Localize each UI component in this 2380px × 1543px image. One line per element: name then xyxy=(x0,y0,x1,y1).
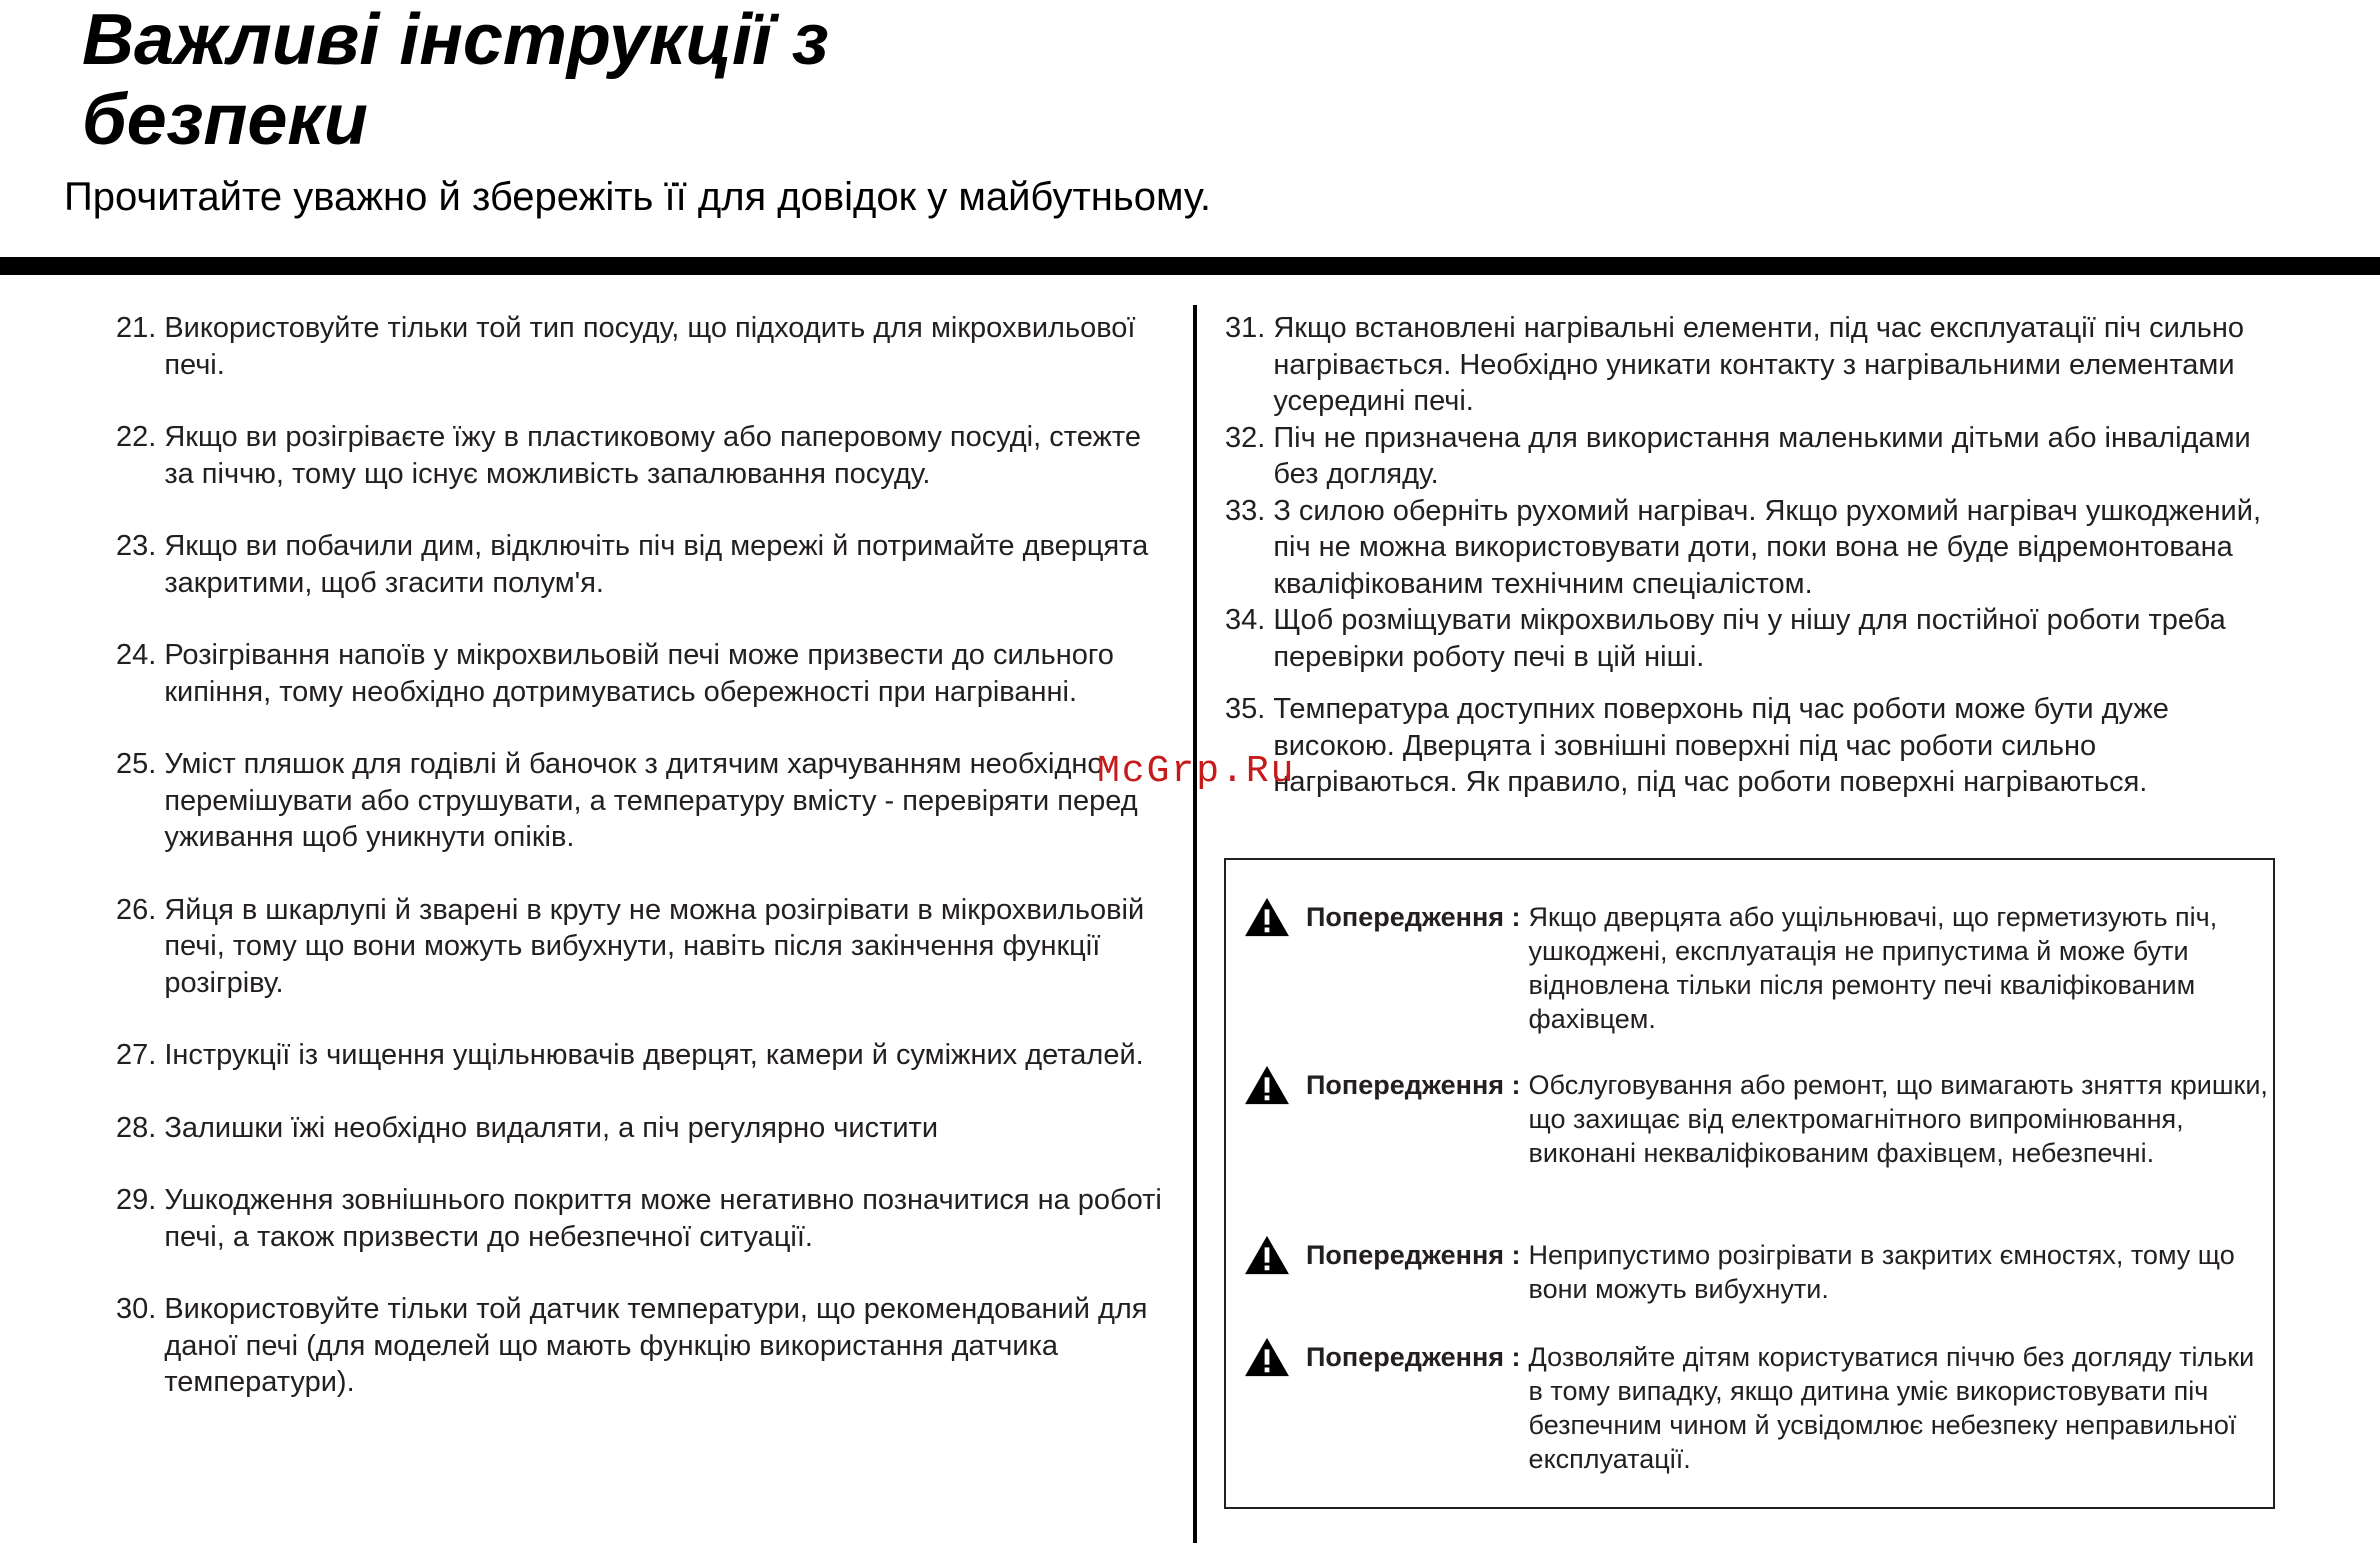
item-text: Якщо ви побачили дим, відключіть піч від мережі й потримайте дверцята закритими, щоб згасити полум'я. xyxy=(164,530,1149,599)
item-number: 29. xyxy=(116,1184,157,1216)
instruction-item xyxy=(116,528,1176,601)
instruction-item xyxy=(1225,420,2285,493)
instruction-item xyxy=(116,310,1176,383)
item-number: 26. xyxy=(116,893,157,926)
warning-triangle-icon xyxy=(1242,1064,1292,1106)
item-number: 33. xyxy=(1225,494,1266,527)
item-text: Якщо ви розігріваєте їжу в пластиковому або паперовому посуді, стежте за піччю, тому що існує можливість запалювання посуду. xyxy=(164,421,1141,490)
item-text: Ушкодження зовнішнього покриття може негативно позначитися на роботі печі, а також призвести до небезпечної ситуації. xyxy=(164,1184,1162,1253)
warnings-box xyxy=(1224,858,2275,1509)
watermark: McGrp.Ru xyxy=(1097,750,1296,793)
warning-label: Попередження : xyxy=(1306,1342,1521,1372)
warning-item xyxy=(1242,900,2272,1036)
warning-text: Дозволяйте дітям користуватися піччю без догляду тільки в тому випадку, якщо дитина уміє використовувати піч безпечним чином й усвідомлює небезпеку неправильної експлуатації. xyxy=(1528,1342,2255,1474)
item-number: 28. xyxy=(116,1111,157,1144)
left-column xyxy=(116,310,1176,1437)
item-number: 30. xyxy=(116,1293,157,1325)
item-text: Використовуйте тільки той тип посуду, що підходить для мікрохвильової печі. xyxy=(164,312,1136,381)
warning-label: Попередження : xyxy=(1306,1070,1521,1100)
page-title xyxy=(82,0,1182,160)
warning-label: Попередження : xyxy=(1306,1240,1521,1270)
item-number: 21. xyxy=(116,312,157,344)
item-number: 31. xyxy=(1225,312,1266,344)
item-number: 24. xyxy=(116,639,157,671)
item-text: Розігрівання напоїв у мікрохвильовій печі може призвести до сильного кипіння, тому необхідно дотримуватись обережності при нагріванні. xyxy=(164,639,1114,708)
instruction-item xyxy=(116,419,1176,492)
instruction-item xyxy=(1225,602,2285,675)
item-text: Інструкції із чищення ущільнювачів дверцят, камери й суміжних деталей. xyxy=(164,1039,1144,1071)
warning-item xyxy=(1242,1068,2272,1170)
item-text: Яйця в шкарлупі й зварені в круту не можна розігрівати в мікрохвильовій печі, тому що вони можуть вибухнути, навіть після закінчення функції розігріву. xyxy=(164,893,1145,999)
instruction-item xyxy=(116,1037,1176,1074)
instruction-item xyxy=(1225,493,2285,603)
instruction-item xyxy=(116,1291,1176,1401)
item-text: Уміст пляшок для годівлі й баночок з дитячим харчуванням необхідно перемішувати або струшувати, а температуру вмісту - перевіряти перед уживання щоб уникнути опіків. xyxy=(164,748,1138,853)
item-text: Температура доступних поверхонь під час роботи може бути дуже високою. Дверцята і зовнішні поверхні під час роботи сильно нагріваються. Як правило, під час роботи поверхні нагріваються. xyxy=(1273,693,2169,798)
page-title-line-1: Важливі інструкції з xyxy=(82,0,829,80)
item-number: 27. xyxy=(116,1039,157,1071)
instruction-item xyxy=(116,892,1176,1002)
warning-triangle-icon xyxy=(1242,1336,1292,1378)
item-text: Піч не призначена для використання маленькими дітьми або інвалідами без догляду. xyxy=(1273,421,2251,490)
item-number: 34. xyxy=(1225,604,1266,636)
warning-item xyxy=(1242,1238,2272,1306)
page-title-line-2: безпеки xyxy=(82,80,368,160)
instruction-item xyxy=(1225,691,2285,801)
instruction-item xyxy=(116,746,1176,856)
item-text: Якщо встановлені нагрівальні елементи, під час експлуатації піч сильно нагрівається. Необхідно уникати контакту з нагрівальними елементами усередині печі. xyxy=(1273,312,2245,417)
item-number: 32. xyxy=(1225,421,1266,454)
instruction-item xyxy=(116,1110,1176,1147)
item-text: Використовуйте тільки той датчик температури, що рекомендований для даної печі (для моделей що мають функцію використання датчика температури). xyxy=(164,1293,1148,1398)
header-rule xyxy=(0,257,2380,275)
warning-text: Обслуговування або ремонт, що вимагають зняття кришки, що захищає від електромагнітного випромінювання, виконані некваліфікованим фахівцем, небезпечні. xyxy=(1528,1070,2268,1168)
column-divider xyxy=(1193,305,1197,1543)
item-text: Щоб розміщувати мікрохвильову піч у нішу для постійної роботи треба перевірки роботу печі в цій ніші. xyxy=(1273,604,2226,673)
page-subtitle: Прочитайте уважно й збережіть її для довідок у майбутньому. xyxy=(64,175,1212,219)
item-number: 35. xyxy=(1225,693,1266,725)
instruction-item xyxy=(116,1182,1176,1255)
item-text: Залишки їжі необхідно видаляти, а піч регулярно чистити xyxy=(164,1111,939,1144)
instruction-item xyxy=(116,637,1176,710)
item-number: 25. xyxy=(116,748,157,780)
right-column xyxy=(1225,310,2285,801)
warning-item xyxy=(1242,1340,2272,1476)
item-number: 22. xyxy=(116,421,157,453)
item-text: З силою оберніть рухомий нагрівач. Якщо рухомий нагрівач ушкоджений, піч не можна використовувати доти, поки вона не буде відремонтована кваліфікованим технічним спеціалістом. xyxy=(1273,494,2262,600)
warning-triangle-icon xyxy=(1242,1234,1292,1276)
warning-triangle-icon xyxy=(1242,896,1292,938)
item-number: 23. xyxy=(116,530,157,562)
warning-text: Якщо дверцята або ущільнювачі, що герметизують піч, ушкоджені, експлуатація не припустима й може бути відновлена тільки після ремонту печі кваліфікованим фахівцем. xyxy=(1528,902,2218,1034)
warning-text: Неприпустимо розігрівати в закритих ємностях, тому що вони можуть вибухнути. xyxy=(1528,1240,2235,1304)
warning-label: Попередження : xyxy=(1306,902,1521,932)
instruction-item xyxy=(1225,310,2285,420)
